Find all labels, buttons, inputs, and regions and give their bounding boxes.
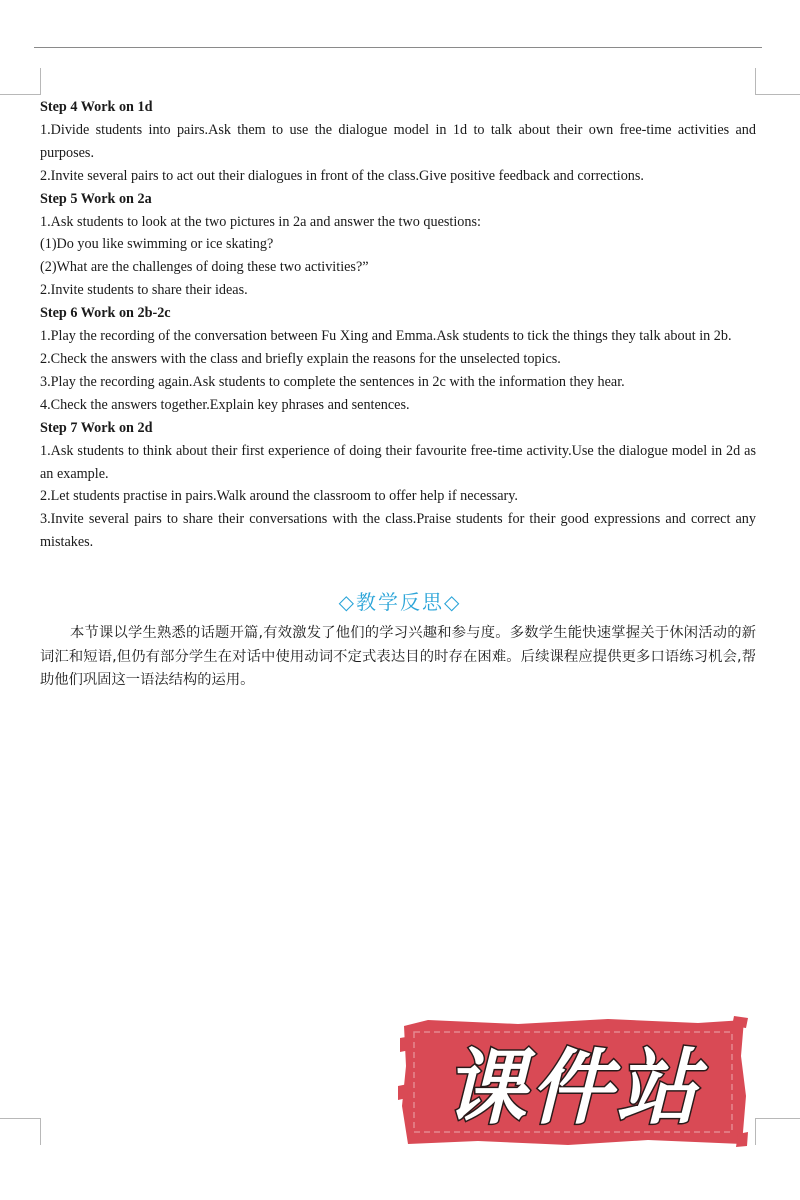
lesson-steps bbox=[40, 96, 756, 554]
stamp-text: 课件站 bbox=[444, 1041, 702, 1136]
step-line: 2.Invite students to share their ideas. bbox=[40, 282, 248, 299]
step-heading: Step 4 Work on 1d bbox=[40, 99, 153, 115]
step-heading: Step 6 Work on 2b-2c bbox=[40, 305, 171, 322]
crop-mark-top-right bbox=[755, 68, 800, 95]
step-line: 3.Play the recording again.Ask students to complete the sentences in 2c with the information they hear. bbox=[40, 373, 625, 390]
step-heading: Step 7 Work on 2d bbox=[40, 419, 153, 436]
step-line: 1.Ask students to think about their first experience of doing their favourite free-time activity.Use the dialogue model in 2d as an example. bbox=[40, 442, 756, 482]
header-rule bbox=[34, 47, 762, 48]
step-line: 1.Divide students into pairs.Ask them to use the dialogue model in 1d to talk about their own free-time activities and purposes. bbox=[40, 121, 756, 161]
step-line: 4.Check the answers together.Explain key phrases and sentences. bbox=[40, 396, 410, 413]
step-line: (2)What are the challenges of doing these two activities?” bbox=[40, 259, 369, 276]
step-line: 2.Invite several pairs to act out their dialogues in front of the class.Give positive feedback and corrections. bbox=[40, 167, 644, 184]
step-line: 3.Invite several pairs to share their conversations with the class.Praise students for their good expressions and correct any mistakes. bbox=[40, 511, 756, 551]
step-line: 2.Let students practise in pairs.Walk around the classroom to offer help if necessary. bbox=[40, 488, 518, 505]
reflection-paragraph: 本节课以学生熟悉的话题开篇,有效激发了他们的学习兴趣和参与度。多数学生能快速掌握关于休闲活动的新词汇和短语,但仍有部分学生在对话中使用动词不定式表达目的时存在困难。后续课程应提供更多口语练习机会,帮助他们巩固这一语法结构的运用。 bbox=[40, 625, 756, 688]
step-line: 1.Ask students to look at the two pictures in 2a and answer the two questions: bbox=[40, 213, 481, 230]
crop-mark-top-left bbox=[0, 68, 41, 95]
crop-mark-bottom-left bbox=[0, 1118, 41, 1145]
crop-mark-bottom-right bbox=[755, 1118, 800, 1145]
reflection-title: ◇教学反思◇ bbox=[338, 590, 462, 614]
step-line: 1.Play the recording of the conversation between Fu Xing and Emma.Ask students to tick the things they talk about in 2b. bbox=[40, 328, 732, 345]
step-line: (1)Do you like swimming or ice skating? bbox=[40, 236, 274, 253]
watermark-stamp bbox=[398, 1016, 748, 1148]
step-heading: Step 5 Work on 2a bbox=[40, 190, 152, 207]
step-line: 2.Check the answers with the class and briefly explain the reasons for the unselected topics. bbox=[40, 350, 561, 367]
